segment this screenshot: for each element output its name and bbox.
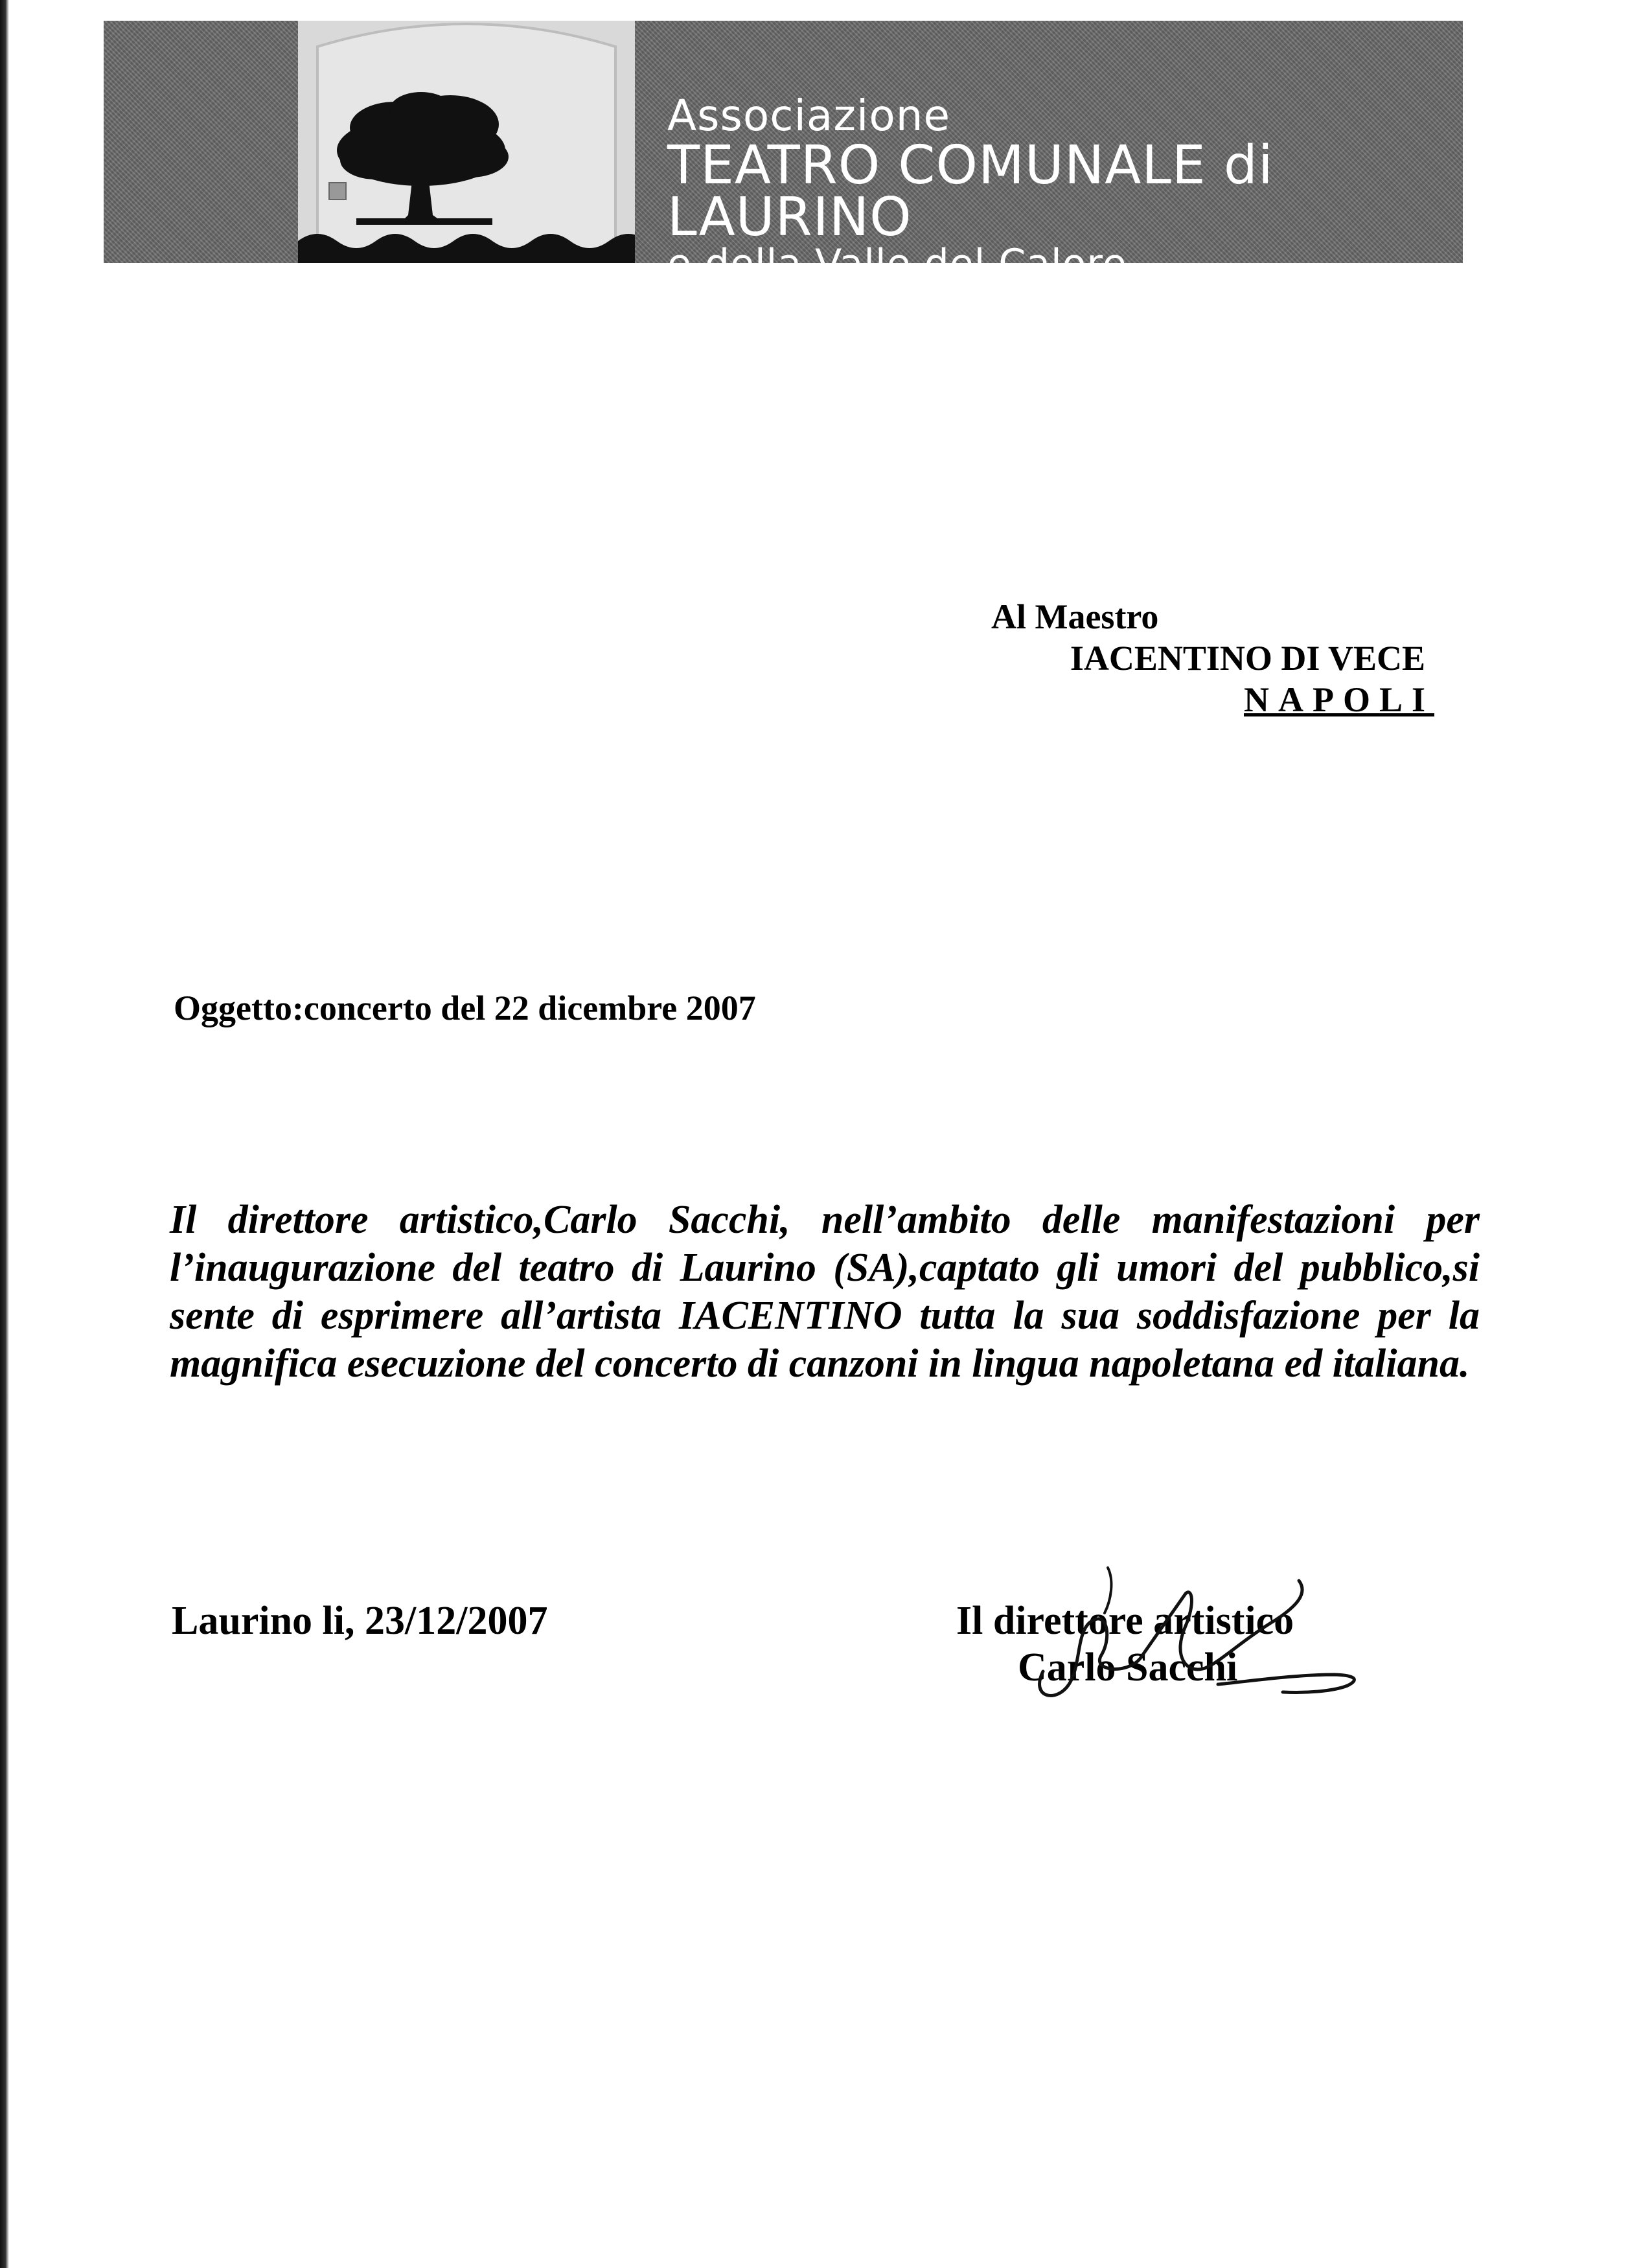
recipient-block [991,596,1434,720]
signer-title: Il direttore artistico [956,1599,1294,1643]
signature-block [956,1598,1294,1691]
place-date: Laurino li, 23/12/2007 [172,1599,548,1643]
logo-box [298,21,635,263]
theatre-name: TEATRO COMUNALE di LAURINO [667,135,1274,248]
letterhead-text [667,92,1463,284]
association-label: Associazione [667,91,951,141]
recipient-name: IACENTINO DI VECE [1070,639,1425,678]
oak-tree-logo-icon [298,21,635,263]
signer-name: Carlo Sacchi [1018,1645,1238,1690]
letterhead-banner [104,21,1463,286]
scan-edge [0,0,9,2268]
letter-body: Il direttore artistico,Carlo Sacchi, nell’ambito delle manifestazioni per l’inaugurazione del teatro di Laurino (SA),captato gli umori del pubblico,si sente di esprimere all’artista IACENTINO tutta la sua soddisfazione per la magnifica esecuzione del concerto di canzoni in lingua napoletana ed italiana. [170,1198,1480,1386]
recipient-city: NAPOLI [1243,680,1434,719]
valley-name: e della Valle del Calore [667,241,1127,286]
subject-line: Oggetto:concerto del 22 dicembre 2007 [174,989,756,1027]
recipient-salutation: Al Maestro [991,597,1159,636]
